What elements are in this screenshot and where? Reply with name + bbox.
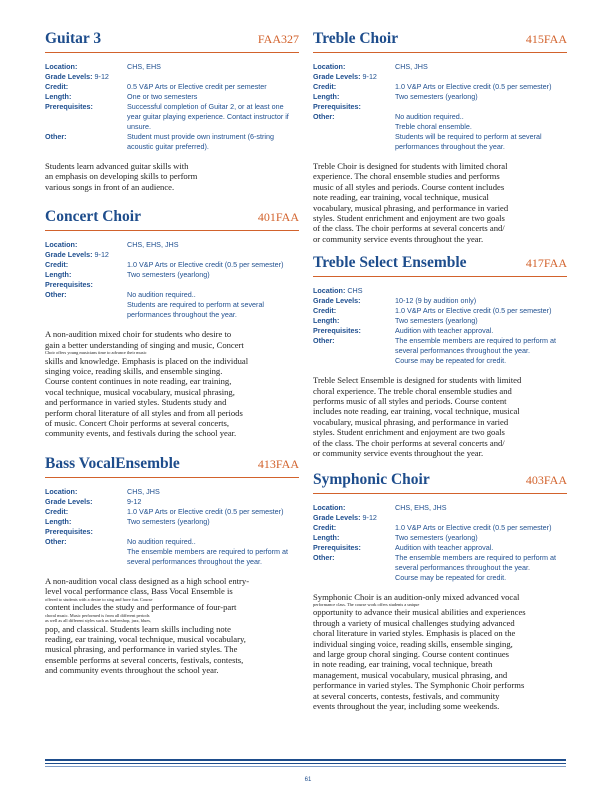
info-value-line: 0.5 V&P Arts or Elective credit per semester bbox=[127, 82, 267, 91]
info-value-line: No audition required.. bbox=[127, 536, 196, 546]
info-label: Location: bbox=[313, 502, 346, 512]
description-line: content includes the study and performance of four-part bbox=[45, 602, 237, 613]
info-row bbox=[313, 72, 567, 82]
info-value-line: Two semesters (yearlong) bbox=[395, 92, 478, 101]
info-label: Location: bbox=[313, 286, 346, 296]
info-row bbox=[45, 487, 299, 497]
info-value bbox=[127, 290, 299, 320]
description-line: styles. Student enrichment and enjoyment are two goals bbox=[313, 427, 505, 438]
description-line: Course content continues in note reading, ear training, bbox=[45, 376, 232, 387]
info-label: Other: bbox=[45, 536, 67, 546]
info-row bbox=[313, 306, 567, 316]
info-label: Credit: bbox=[313, 306, 337, 316]
info-value bbox=[127, 62, 299, 72]
description-line: or community service events throughout the year. bbox=[313, 448, 484, 459]
info-value bbox=[127, 270, 299, 280]
right-column bbox=[313, 30, 567, 711]
course-header bbox=[313, 30, 567, 53]
info-value bbox=[347, 286, 567, 296]
info-row bbox=[313, 296, 567, 306]
info-value bbox=[395, 316, 567, 326]
info-row bbox=[313, 102, 567, 112]
info-value bbox=[95, 72, 299, 82]
info-value-line: CHS, EHS, JHS bbox=[395, 502, 447, 512]
course-block bbox=[313, 471, 567, 712]
footer-rule-thin bbox=[45, 763, 566, 764]
info-value bbox=[127, 132, 299, 152]
info-value bbox=[395, 336, 567, 366]
info-value-line bbox=[127, 527, 299, 537]
info-row bbox=[45, 250, 299, 260]
description-line: choral literature in varied styles. Emphasis is placed on the bbox=[313, 628, 516, 639]
description-line: Treble Select Ensemble is designed for students with limited bbox=[313, 375, 522, 386]
info-value bbox=[95, 250, 299, 260]
info-label: Prerequisites: bbox=[45, 526, 93, 536]
info-label: Other: bbox=[313, 552, 335, 562]
info-row bbox=[313, 62, 567, 72]
info-value-line: No audition required.. bbox=[127, 290, 196, 300]
info-value-line: 9-12 bbox=[362, 512, 377, 522]
info-row bbox=[45, 507, 299, 517]
course-block bbox=[313, 254, 567, 458]
course-title: Treble Choir bbox=[313, 30, 399, 47]
info-row bbox=[313, 326, 567, 336]
course-title: Concert Choir bbox=[45, 208, 141, 226]
info-value-line: Student must provide own instrument (6-string bbox=[127, 132, 275, 141]
info-value-line bbox=[127, 280, 299, 290]
course-header bbox=[45, 455, 299, 478]
info-value-line: Two semesters (yearlong) bbox=[395, 532, 478, 542]
info-value-line: several performances throughout the year. bbox=[127, 556, 263, 566]
description-line: choral music. Music performed is from all different periods bbox=[45, 612, 150, 618]
description-line: note reading, ear training, vocal technique, musical bbox=[313, 192, 489, 203]
description-line: singing voice, reading skills, and ensemble singing. bbox=[45, 365, 223, 376]
info-value-line: 1.0 V&P Arts or Elective credit (0.5 per semester) bbox=[395, 306, 552, 316]
info-value-line: several performances throughout the year. bbox=[395, 346, 531, 356]
course-description bbox=[45, 576, 299, 676]
description-line: of the class. The choir performs at several concerts and/ bbox=[313, 437, 505, 448]
description-line: includes note reading, ear training, vocal technique, musical bbox=[313, 406, 520, 417]
info-row bbox=[45, 290, 299, 320]
info-row bbox=[45, 270, 299, 280]
info-value-line: several performances throughout the year. bbox=[395, 562, 531, 572]
info-value bbox=[127, 527, 299, 537]
description-line: performance in varied styles. The Symphonic Choir performs bbox=[313, 680, 525, 691]
course-title: Treble Select Ensemble bbox=[313, 254, 467, 272]
course-header bbox=[313, 471, 567, 494]
description-line: performance class. The course work offers students a unique bbox=[313, 601, 420, 607]
info-value-line: No audition required.. bbox=[395, 112, 464, 121]
info-value-line: Course may be repeated for credit. bbox=[395, 356, 507, 366]
description-line: and performance in varied styles. Students study and bbox=[45, 397, 227, 408]
info-value bbox=[395, 326, 567, 336]
info-label: Grade Levels: bbox=[45, 72, 93, 81]
info-label: Length: bbox=[45, 516, 72, 526]
info-value bbox=[127, 517, 299, 527]
info-row bbox=[45, 92, 299, 102]
description-line: Treble Choir is designed for students with limited choral bbox=[313, 161, 508, 171]
info-value-line: year guitar playing experience. Contact instructor if bbox=[127, 112, 289, 121]
course-info bbox=[45, 240, 299, 320]
info-value-line: Two semesters (yearlong) bbox=[127, 516, 210, 526]
description-line: vocabulary, musical phrasing, and performance in varied bbox=[313, 416, 509, 427]
info-value-line: Students will be required to perform at several bbox=[395, 132, 542, 141]
info-value bbox=[127, 102, 299, 132]
info-value bbox=[127, 92, 299, 102]
description-line: A non-audition vocal class designed as a high school entry- bbox=[45, 575, 250, 586]
course-code: 415FAA bbox=[525, 32, 567, 46]
info-label: Credit: bbox=[45, 506, 69, 516]
info-label: Location: bbox=[313, 62, 346, 71]
description-line: various songs in front of an audience. bbox=[45, 181, 175, 192]
description-line: music of all styles and periods. Course content includes bbox=[313, 181, 505, 192]
description-line: pop, and classical. Students learn skills including note bbox=[45, 623, 231, 634]
course-block bbox=[313, 30, 567, 244]
info-row bbox=[45, 62, 299, 72]
description-line: at several concerts, contests, festivals, and community bbox=[313, 690, 500, 701]
info-value bbox=[395, 62, 567, 72]
info-value bbox=[395, 82, 567, 92]
description-line: perform choral literature of all styles and from all periods bbox=[45, 407, 243, 418]
info-label: Other: bbox=[313, 112, 335, 121]
info-label: Credit: bbox=[45, 82, 69, 91]
info-value bbox=[395, 543, 567, 553]
info-value-line: Successful completion of Guitar 2, or at least one bbox=[127, 102, 284, 111]
info-label: Prerequisites: bbox=[313, 326, 361, 336]
info-value bbox=[395, 503, 567, 513]
info-value-line: 1.0 V&P Arts or Elective credit (0.5 per semester) bbox=[127, 506, 284, 516]
description-line: musical phrasing, and performance in varied styles. The bbox=[45, 644, 238, 655]
course-block bbox=[45, 208, 299, 439]
info-label: Location: bbox=[45, 62, 78, 71]
info-value-line: CHS bbox=[347, 286, 363, 296]
info-value-line: CHS, JHS bbox=[127, 486, 160, 496]
course-title: Symphonic Choir bbox=[313, 470, 430, 488]
info-value bbox=[363, 72, 567, 82]
info-value-line: Audition with teacher approval. bbox=[395, 326, 494, 336]
description-line: Choir offers young musicians time to advance their music bbox=[45, 350, 147, 356]
info-value bbox=[127, 507, 299, 517]
info-value-line: 1.0 V&P Arts or Elective credit (0.5 per semester) bbox=[395, 522, 552, 532]
course-info bbox=[313, 62, 567, 152]
info-row bbox=[45, 132, 299, 152]
description-line: reading, ear training, vocal technique, musical vocabulary, bbox=[45, 633, 246, 644]
description-line: events throughout the year, including some weekends. bbox=[313, 701, 500, 712]
info-value bbox=[127, 260, 299, 270]
info-label: Grade Levels: bbox=[313, 296, 361, 306]
info-label: Prerequisites: bbox=[45, 102, 93, 111]
info-label: Grade Levels: bbox=[45, 250, 93, 260]
course-code: 413FAA bbox=[257, 456, 299, 471]
description-line: Symphonic Choir is an audition-only mixed advanced vocal bbox=[313, 591, 520, 602]
info-value-line: 10-12 (9 by audition only) bbox=[395, 296, 477, 306]
info-value-line: unsure. bbox=[127, 122, 151, 131]
info-value bbox=[395, 523, 567, 533]
info-row bbox=[45, 82, 299, 92]
info-value-line: The ensemble members are required to perform at bbox=[127, 546, 288, 556]
course-info bbox=[313, 286, 567, 366]
info-value-line: Students are required to perform at several bbox=[127, 300, 265, 310]
description-line: individual singing voice, reading skills, ensemble singing, bbox=[313, 638, 513, 649]
info-row bbox=[313, 533, 567, 543]
info-row bbox=[45, 280, 299, 290]
info-label: Prerequisites: bbox=[313, 102, 361, 111]
info-row bbox=[45, 517, 299, 527]
description-line: through a variety of musical challenges studying advanced bbox=[313, 617, 515, 628]
info-value-line: One or two semesters bbox=[127, 92, 198, 101]
info-value bbox=[127, 280, 299, 290]
info-value-line: 1.0 V&P Arts or Elective credit (0.5 per semester) bbox=[127, 260, 284, 270]
info-label: Length: bbox=[45, 92, 72, 101]
info-row bbox=[313, 553, 567, 583]
info-value-line: 9-12 bbox=[362, 72, 377, 81]
info-value-line: acoustic guitar preferred). bbox=[127, 142, 209, 151]
description-line: level vocal performance class, Bass Vocal Ensemble is bbox=[45, 586, 233, 597]
info-value-line: Two semesters (yearlong) bbox=[395, 316, 478, 326]
description-line: management, musical vocabulary, musical phrasing, and bbox=[313, 669, 508, 680]
course-block bbox=[45, 30, 299, 192]
description-line: vocal technique, musical vocabulary, musical phrasing, bbox=[45, 386, 235, 397]
description-line: Students learn advanced guitar skills with bbox=[45, 161, 189, 171]
info-label: Length: bbox=[313, 532, 340, 542]
course-header bbox=[45, 30, 299, 53]
description-line: and community events throughout the school year. bbox=[45, 665, 219, 676]
info-label: Grade Levels: bbox=[313, 72, 361, 81]
info-label: Other: bbox=[313, 336, 335, 346]
course-description bbox=[313, 161, 567, 244]
course-description bbox=[313, 375, 567, 458]
info-value bbox=[395, 296, 567, 306]
description-line: community events, and festivals during the school year. bbox=[45, 428, 237, 439]
description-line: an emphasis on developing skills to perform bbox=[45, 171, 198, 182]
course-header bbox=[45, 208, 299, 231]
description-line: offered to students with a desire to sing and have fun. Course bbox=[45, 596, 153, 602]
info-value bbox=[395, 306, 567, 316]
description-line: styles. Student enrichment and enjoyment are two goals bbox=[313, 213, 505, 224]
info-label: Grade Levels: bbox=[313, 512, 361, 522]
course-title: Bass VocalEnsemble bbox=[45, 454, 180, 472]
course-code: 403FAA bbox=[525, 472, 567, 487]
course-title: Guitar 3 bbox=[45, 30, 102, 47]
info-value-line: Audition with teacher approval. bbox=[395, 542, 494, 552]
info-label: Prerequisites: bbox=[313, 542, 361, 552]
info-row bbox=[45, 527, 299, 537]
info-value-line: The ensemble members are required to perform at bbox=[395, 552, 556, 562]
info-value bbox=[127, 240, 299, 250]
description-line: A non-audition mixed choir for students who desire to bbox=[45, 329, 232, 340]
info-value bbox=[127, 497, 299, 507]
description-line: experience. The choral ensemble studies and performs bbox=[313, 171, 500, 182]
description-line: skills and knowledge. Emphasis is placed on the individual bbox=[45, 355, 249, 366]
info-label: Credit: bbox=[313, 82, 337, 91]
info-row bbox=[45, 240, 299, 250]
info-row bbox=[313, 286, 567, 296]
course-info bbox=[45, 487, 299, 567]
info-row bbox=[313, 523, 567, 533]
info-value bbox=[395, 112, 567, 152]
course-info bbox=[313, 503, 567, 583]
info-row bbox=[313, 336, 567, 366]
info-label: Credit: bbox=[45, 260, 69, 270]
info-row bbox=[45, 72, 299, 82]
description-line: vocabulary, musical phrasing, and performance in varied bbox=[313, 202, 509, 213]
footer-rule bbox=[45, 759, 566, 767]
info-label: Length: bbox=[313, 316, 340, 326]
info-value bbox=[395, 102, 567, 112]
description-line: of the class. The choir performs at several concerts and/ bbox=[313, 223, 505, 234]
course-description bbox=[45, 161, 299, 192]
info-value-line: Course may be repeated for credit. bbox=[395, 572, 507, 582]
info-label: Credit: bbox=[313, 522, 337, 532]
description-line: of music. Concert Choir performs at several concerts, bbox=[45, 417, 229, 428]
left-column bbox=[45, 30, 299, 676]
info-value-line: The ensemble members are required to perform at bbox=[395, 336, 556, 346]
info-value-line: CHS, JHS bbox=[395, 62, 428, 71]
info-value bbox=[127, 537, 299, 567]
description-line: choral experience. The treble choral ensemble studies and bbox=[313, 385, 512, 396]
footer-rule-light bbox=[45, 766, 566, 767]
description-line: performs music of all styles and periods. Course content bbox=[313, 396, 507, 407]
info-value-line: 9-12 bbox=[94, 72, 109, 81]
info-label: Length: bbox=[313, 92, 340, 101]
info-row bbox=[313, 82, 567, 92]
page-number: 61 bbox=[304, 777, 312, 783]
description-line: opportunity to advance their musical abilities and experiences bbox=[313, 607, 526, 618]
info-label: Other: bbox=[45, 290, 67, 300]
info-value-line: CHS, EHS, JHS bbox=[127, 240, 179, 250]
course-description bbox=[45, 329, 299, 439]
info-row bbox=[313, 316, 567, 326]
info-value-line: CHS, EHS bbox=[127, 62, 161, 71]
course-code: 417FAA bbox=[525, 256, 567, 271]
info-row bbox=[313, 112, 567, 152]
description-line: in note reading, ear training, vocal technique, breath bbox=[313, 659, 493, 670]
description-line: and large group choral singing. Course content continues bbox=[313, 649, 510, 660]
course-block bbox=[45, 455, 299, 676]
info-value-line: Treble choral ensemble. bbox=[395, 122, 472, 131]
info-value-line: 9-12 bbox=[94, 250, 109, 260]
footer-rule-thick bbox=[45, 759, 566, 761]
description-line: gain a better understanding of singing and music, Concert bbox=[45, 339, 244, 350]
info-row bbox=[313, 543, 567, 553]
info-label: Location: bbox=[45, 486, 78, 496]
info-value bbox=[127, 487, 299, 497]
course-code: 401FAA bbox=[257, 210, 299, 225]
info-row bbox=[313, 92, 567, 102]
info-value bbox=[395, 92, 567, 102]
info-row bbox=[45, 497, 299, 507]
course-info bbox=[45, 62, 299, 152]
info-row bbox=[313, 503, 567, 513]
info-value-line bbox=[395, 102, 567, 112]
info-row bbox=[45, 102, 299, 132]
info-value bbox=[127, 82, 299, 92]
course-header bbox=[313, 254, 567, 277]
info-value-line: 1.0 V&P Arts or Elective credit (0.5 per semester) bbox=[395, 82, 552, 91]
description-line: or community service events throughout the year. bbox=[313, 233, 484, 244]
info-label: Other: bbox=[45, 132, 67, 141]
info-label: Length: bbox=[45, 270, 72, 280]
info-value bbox=[395, 533, 567, 543]
info-label: Prerequisites: bbox=[45, 280, 93, 290]
info-row bbox=[313, 513, 567, 523]
info-value bbox=[395, 553, 567, 583]
info-value-line: Two semesters (yearlong) bbox=[127, 270, 210, 280]
info-label: Grade Levels: bbox=[45, 496, 93, 506]
info-value-line: 9-12 bbox=[127, 496, 142, 506]
info-row bbox=[45, 260, 299, 270]
course-description bbox=[313, 592, 567, 712]
info-row bbox=[45, 537, 299, 567]
description-line: as well as all different styles such as barbershop, jazz, blues, bbox=[45, 618, 152, 623]
info-value bbox=[363, 513, 567, 523]
course-code: FAA327 bbox=[257, 32, 299, 46]
description-line: ensemble performs at several concerts, festivals, contests, bbox=[45, 654, 244, 665]
info-value-line: performances throughout the year. bbox=[395, 142, 505, 151]
info-value-line: performances throughout the year. bbox=[127, 310, 237, 320]
info-label: Location: bbox=[45, 240, 78, 250]
